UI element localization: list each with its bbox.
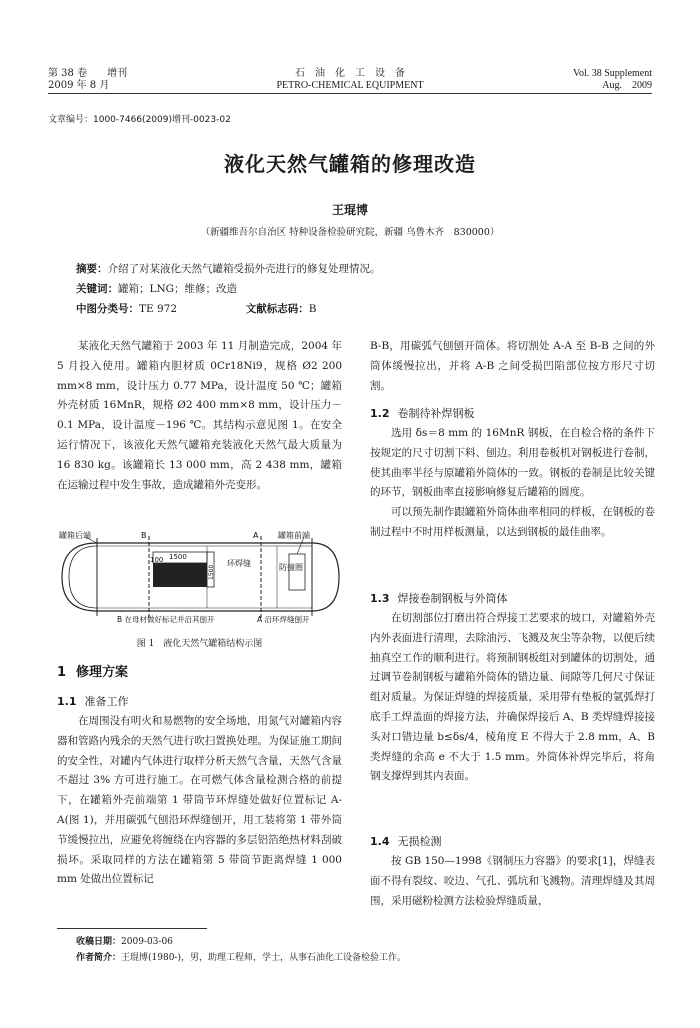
section-1-title: 修理方案 bbox=[76, 665, 129, 680]
right-column-section-1-3 bbox=[370, 609, 655, 787]
abstract-label: 摘要： bbox=[76, 263, 108, 275]
subsection-1-4-title: 无损检测 bbox=[397, 835, 442, 848]
subsection-1-2-heading bbox=[370, 405, 655, 421]
label-a-bottom: A 沿环焊缝刨开 bbox=[257, 615, 310, 624]
footnote-rule bbox=[57, 928, 207, 929]
author-bio bbox=[76, 950, 406, 963]
classification bbox=[76, 302, 316, 316]
subsection-1-2-title: 卷制待补焊钢板 bbox=[397, 407, 475, 420]
clc-code: TE 972 bbox=[139, 303, 178, 315]
label-ring-weld: 环焊缝 bbox=[227, 559, 251, 568]
clc-label: 中图分类号： bbox=[76, 303, 139, 315]
abstract bbox=[76, 262, 381, 276]
journal-cn: 石 油 化 工 设 备 bbox=[295, 68, 405, 79]
bio-label: 作者简介： bbox=[76, 953, 122, 963]
dim-1500-vertical: 1500 bbox=[208, 564, 215, 580]
dim-1500: 1500 bbox=[169, 553, 187, 561]
running-header-left bbox=[48, 68, 127, 92]
right-column-section-1-4 bbox=[370, 852, 655, 911]
keywords bbox=[76, 282, 237, 296]
paragraph-1-2a: 选用 δs＝8 mm 的 16MnR 钢板，在自检合格的条件下按规定的尺寸切割下料、刨边。利用卷板机对钢板进行卷制，使其曲率半径与原罐箱外筒体的一致。钢板的卷制是比较关键的环节，钢板曲率直接影响修复后罐箱的圆度。 bbox=[370, 427, 655, 499]
subsection-1-2-number: 1.2 bbox=[370, 407, 390, 420]
doc-code: B bbox=[308, 303, 317, 315]
received-date bbox=[76, 934, 173, 947]
left-column-intro bbox=[57, 337, 342, 495]
left-column-section-1-1 bbox=[57, 712, 342, 890]
date-cn: 2009 年 8 月 bbox=[48, 80, 110, 91]
paragraph-1-3: 在切割部位打磨出符合焊接工艺要求的坡口，对罐箱外壳内外表面进行清理，去除油污、飞溅及灰尘等杂物，以便后续抽真空工作的顺利进行。将预制钢板组对到罐体的切割处，通过调节卷制钢板与罐箱外筒体的错边量、间隙等几何尺寸保证组对质量。为保证焊缝的焊接质量，采用带有垫板的氩弧焊打底手工焊盖面的焊接方法，并确保焊接后 A、B 类焊缝焊接接头对口错边量 b≤δs/4，棱角度 E 不得大于 2.8 mm，A、B 类焊缝的余高 e 不大于 1.5 mm。外筒体补焊完毕后，将角钢支撑焊到其内表面。 bbox=[370, 612, 655, 783]
subsection-1-4-number: 1.4 bbox=[370, 835, 390, 848]
intro-paragraph: 某液化天然气罐箱于 2003 年 11 月制造完成，2004 年 5 月投入使用。罐箱内胆材质 0Cr18Ni9，规格 Ø2 200 mm×8 mm，设计压力 0.77 MPa，设计温度 50 ℃；罐箱外壳材质 16MnR，规格 Ø2 400 mm×8 mm，设计压力－0.1 MPa，设计温度－196 ℃。其结构示意见图 1。在安全运行情况下，该液化天然气罐箱充装液化天然气最大质量为 16 830 kg。该罐箱长 13 000 mm，高 2 438 mm，罐箱在运输过程中发生事故，造成罐箱外壳变形。 bbox=[57, 340, 342, 491]
paragraph-1-1: 在周围没有明火和易燃物的安全场地，用氮气对罐箱内容器和管路内残余的天然气进行吹扫置换处理。为保证施工期间的安全性，对罐内气体进行取样分析天然气含量，天然气含量不超过 3% 方可进行施工。在可燃气体含量检测合格的前提下，在罐箱外壳前端第 1 带筒节环焊缝处做好位置标记 A-A(图 1)，并用碳弧气刨沿环焊缝刨开，用工装将第 1 带外筒节缓慢拉出，应避免将缠绕在内容器的多层铝箔绝热材料刮破损坏。采取同样的方法在罐箱第 5 带筒节距离焊缝 1 000 mm 处做出位置标记 bbox=[57, 715, 342, 886]
section-1-number: 1 bbox=[57, 665, 67, 680]
label-b-top: B bbox=[141, 531, 147, 540]
right-column-top bbox=[370, 337, 655, 396]
subsection-1-4-heading bbox=[370, 833, 655, 849]
received-value: 2009-03-06 bbox=[121, 937, 173, 947]
volume-en: Vol. 38 Supplement bbox=[573, 68, 652, 79]
tank-structure-diagram bbox=[57, 530, 342, 630]
continued-paragraph: B-B，用碳弧气刨刨开筒体。将切割处 A-A 至 B-B 之间的外筒体缓慢拉出，并将 A-B 之间受损凹陷部位按方形尺寸切割。 bbox=[370, 340, 655, 392]
label-a-top: A bbox=[253, 531, 259, 540]
article-number: 文章编号：1000-7466(2009)增刊-0023-02 bbox=[48, 115, 231, 125]
paragraph-1-2b: 可以预先制作跟罐箱外筒体曲率相同的样板，在钢板的卷制过程中不时用样板测量，以达到钢板的最佳曲率。 bbox=[370, 506, 655, 538]
date-en: Aug. 2009 bbox=[602, 80, 652, 91]
subsection-1-3-number: 1.3 bbox=[370, 592, 390, 605]
figure-1-caption: 图 1 液化天然气罐箱结构示图 bbox=[136, 639, 263, 649]
right-column-section-1-2 bbox=[370, 424, 655, 543]
keywords-label: 关键词： bbox=[76, 283, 118, 295]
header-rule bbox=[48, 93, 652, 94]
author-name: 王琨博 bbox=[331, 203, 368, 217]
journal-en: PETRO-CHEMICAL EQUIPMENT bbox=[276, 80, 424, 91]
bio-text: 王琨博(1980-)，男，助理工程师，学士，从事石油化工设备检验工作。 bbox=[121, 953, 406, 963]
running-header-center bbox=[220, 68, 480, 92]
affiliation: （新疆维吾尔自治区 特种设备检验研究院，新疆 乌鲁木齐 830000） bbox=[200, 227, 500, 238]
paragraph-1-4: 按 GB 150—1998《钢制压力容器》的要求[1]，焊缝表面不得有裂纹、咬边、气孔、弧坑和飞溅物。清理焊缝及其周围，采用磁粉检测方法检验焊缝质量， bbox=[370, 855, 655, 907]
paper-title: 液化天然气罐箱的修理改造 bbox=[224, 152, 476, 176]
received-label: 收稿日期： bbox=[76, 937, 122, 947]
running-header-right bbox=[573, 68, 652, 92]
label-front-head: 罐箱前端 bbox=[278, 531, 310, 540]
doc-label: 文献标志码： bbox=[245, 303, 309, 315]
subsection-1-1-heading bbox=[57, 693, 342, 709]
label-b-bottom: B 在母材做好标记并沿其刨开 bbox=[117, 615, 215, 624]
figure-1 bbox=[57, 530, 342, 630]
keywords-text: 罐箱；LNG；维修；改造 bbox=[118, 283, 238, 295]
abstract-text: 介绍了对某液化天然气罐箱受损外壳进行的修复处理情况。 bbox=[107, 263, 381, 275]
section-1-heading bbox=[57, 661, 342, 680]
subsection-1-3-heading bbox=[370, 590, 655, 606]
subsection-1-1-title: 准备工作 bbox=[84, 695, 129, 708]
subsection-1-1-number: 1.1 bbox=[57, 695, 77, 708]
label-anti-collision-ring: 防撞圈 bbox=[279, 563, 303, 572]
label-rear-head: 罐箱后端 bbox=[59, 531, 91, 540]
dim-100: 100 bbox=[150, 556, 164, 564]
volume-cn: 第 38 卷 增刊 bbox=[48, 68, 128, 79]
subsection-1-3-title: 焊接卷制钢板与外筒体 bbox=[397, 592, 508, 605]
